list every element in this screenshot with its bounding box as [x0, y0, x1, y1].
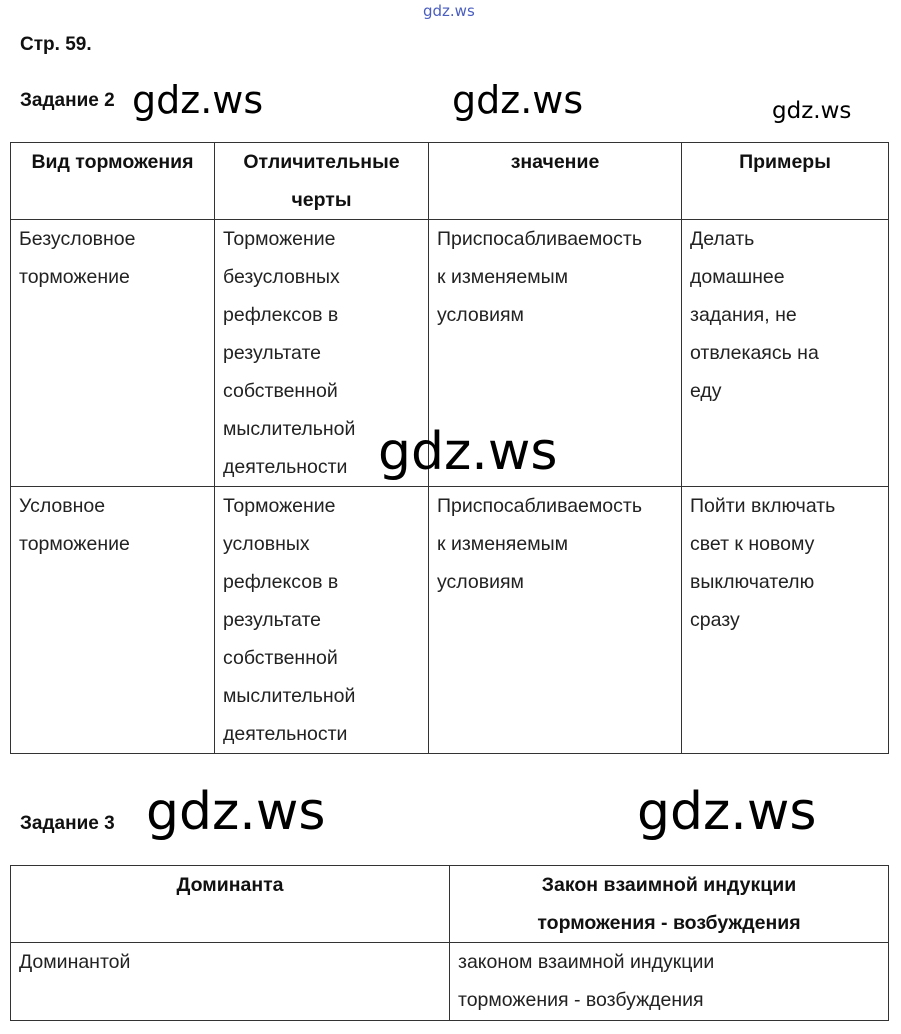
page-reference: Стр. 59. — [20, 34, 92, 55]
task2-title: Задание 2 — [20, 90, 115, 111]
table-cell: законом взаимной индукции торможения - возбуждения — [450, 943, 889, 1021]
table-row — [11, 943, 889, 1021]
table-row — [11, 487, 889, 754]
table-cell: Доминантой — [11, 943, 450, 1021]
table-cell: Торможение безусловных рефлексов в результате собственной мыслительной деятельности — [215, 220, 429, 487]
watermark: gdz.ws — [637, 782, 817, 842]
task3-title: Задание 3 — [20, 813, 115, 834]
watermark: gdz.ws — [132, 78, 264, 122]
column-header: Доминанта — [11, 866, 450, 943]
table-header-row — [11, 143, 889, 220]
column-header: значение — [429, 143, 682, 220]
column-header: Вид торможения — [11, 143, 215, 220]
watermark: gdz.ws — [378, 422, 558, 482]
column-header: Отличительные черты — [215, 143, 429, 220]
column-header: Закон взаимной индукции торможения - возбуждения — [450, 866, 889, 943]
table-cell: Делать домашнее задания, не отвлекаясь на еду — [682, 220, 889, 487]
column-header: Примеры — [682, 143, 889, 220]
table-header-row — [11, 866, 889, 943]
watermark: gdz.ws — [772, 98, 852, 124]
table-cell: Торможение условных рефлексов в результате собственной мыслительной деятельности — [215, 487, 429, 754]
table-cell: Приспосабливаемость к изменяемым условиям — [429, 220, 682, 487]
table-cell: Условное торможение — [11, 487, 215, 754]
task3-table — [10, 865, 889, 1021]
watermark: gdz.ws — [452, 78, 584, 122]
table-cell: Безусловное торможение — [11, 220, 215, 487]
table-cell: Пойти включать свет к новому выключателю сразу — [682, 487, 889, 754]
table-cell: Приспосабливаемость к изменяемым условиям — [429, 487, 682, 754]
watermark-top: gdz.ws — [423, 2, 475, 20]
watermark: gdz.ws — [146, 782, 326, 842]
